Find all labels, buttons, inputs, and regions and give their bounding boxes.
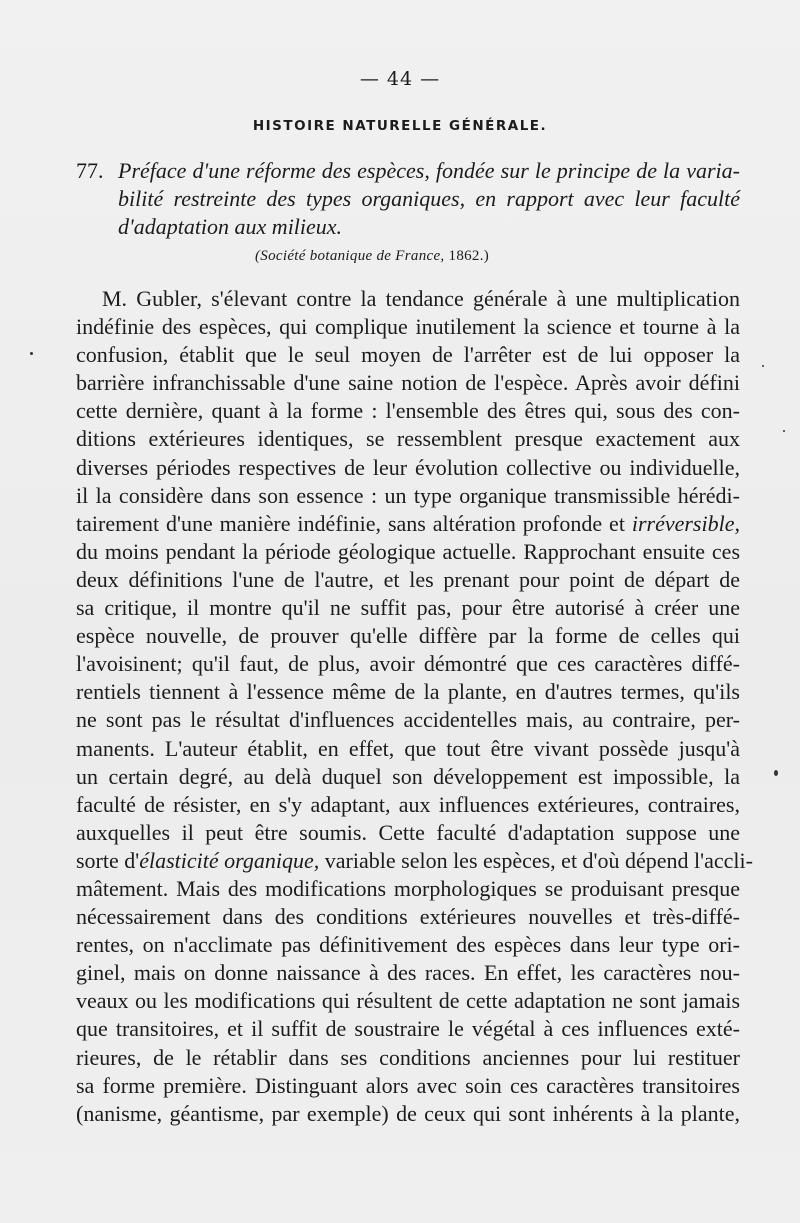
body-line: manents. L'auteur établit, en effet, que tout être vivant possède jusqu'à <box>76 735 740 761</box>
body-line: il la considère dans son essence : un type organique transmissible hérédi- <box>76 482 740 508</box>
body-text <box>76 285 753 1128</box>
body-line: (nanisme, géantisme, par exemple) de ceux qui sont inhérents à la plante, <box>76 1100 740 1126</box>
source-citation <box>255 248 735 265</box>
body-line: un certain degré, au delà duquel son développement est impossible, la <box>76 763 740 789</box>
source-year: 1862.) <box>448 248 490 264</box>
body-line: ginel, mais on donne naissance à des races. En effet, les caractères nou- <box>76 960 740 986</box>
ink-speck <box>774 770 778 776</box>
ink-speck <box>762 365 764 367</box>
body-line: indéfinie des espèces, qui complique inutilement la science et tourne à la <box>76 314 740 340</box>
body-line: faculté de résister, en s'y adaptant, aux influences extérieures, contraires, <box>76 791 740 817</box>
body-line: nécessairement dans des conditions extérieures nouvelles et très-diffé- <box>76 904 740 930</box>
body-line: cette dernière, quant à la forme : l'ensemble des êtres qui, sous des con- <box>76 398 740 424</box>
body-line: rentiels tiennent à l'essence même de la plante, en d'autres termes, qu'ils <box>76 679 740 705</box>
body-line-text: variable selon les espèces, et d'où dépend l'accli- <box>319 847 753 873</box>
body-line: deux définitions l'une de l'autre, et les prenant pour point de départ de <box>76 566 740 592</box>
body-line-text: sorte d' <box>76 847 140 873</box>
body-line-text: tairement d'une manière indéfinie, sans altération profonde et <box>76 510 625 536</box>
body-line <box>76 847 753 875</box>
body-line <box>76 510 740 538</box>
source-society: (Société botanique de France, <box>255 248 445 264</box>
entry-title <box>76 156 740 242</box>
body-line: barrière infranchissable d'une saine notion de l'espèce. Après avoir défini <box>76 370 740 396</box>
title-line-2: bilité restreinte des types organiques, en rapport avec leur faculté <box>118 186 740 212</box>
body-line: confusion, établit que le seul moyen de l'arrêter est de lui opposer la <box>76 342 740 368</box>
body-line: diverses périodes respectives de leur évolution collective ou individuelle, <box>76 454 740 480</box>
running-head: HISTOIRE NATURELLE GÉNÉRALE. <box>252 118 548 134</box>
body-line: sa critique, il montre qu'il ne suffit pas, pour être autorisé à créer une <box>76 595 740 621</box>
body-line: l'avoisinent; qu'il faut, de plus, avoir démontré que ces caractères diffé- <box>76 651 740 677</box>
body-line: auxquelles il peut être soumis. Cette faculté d'adaptation suppose une <box>76 819 740 845</box>
body-line: M. Gubler, s'élevant contre la tendance générale à une multiplication <box>102 286 740 311</box>
body-line: espèce nouvelle, de prouver qu'elle diffère par la forme de celles qui <box>76 623 740 649</box>
body-line: rieures, de le rétablir dans ses conditions anciennes pour lui restituer <box>76 1044 740 1070</box>
entry-number: 77. <box>76 158 104 183</box>
body-line: veaux ou les modifications qui résultent de cette adaptation ne sont jamais <box>76 988 740 1014</box>
ink-speck <box>783 430 785 432</box>
title-line-1: Préface d'une réforme des espèces, fondée sur le principe de la varia- <box>118 158 740 183</box>
ink-speck <box>30 352 33 355</box>
italic-term: élasticité organique, <box>139 847 320 873</box>
body-line: rentes, on n'acclimate pas définitivement des espèces dans leur type ori- <box>76 932 740 958</box>
body-line: du moins pendant la période géologique actuelle. Rapprochant ensuite ces <box>76 538 740 564</box>
title-line-3: d'adaptation aux milieux. <box>118 214 343 240</box>
body-line: sa forme première. Distinguant alors avec soin ces caractères transitoires <box>76 1072 740 1098</box>
body-line: ne sont pas le résultat d'influences accidentelles mais, au contraire, per- <box>76 707 740 733</box>
body-line: mâtement. Mais des modifications morphologiques se produisant presque <box>76 875 740 901</box>
page-number: — 44 — <box>359 68 441 90</box>
body-line: que transitoires, et il suffit de soustraire le végétal à ces influences exté- <box>76 1016 740 1042</box>
body-line: ditions extérieures identiques, se ressemblent presque exactement aux <box>76 426 740 452</box>
italic-term: irréversible, <box>631 510 740 536</box>
